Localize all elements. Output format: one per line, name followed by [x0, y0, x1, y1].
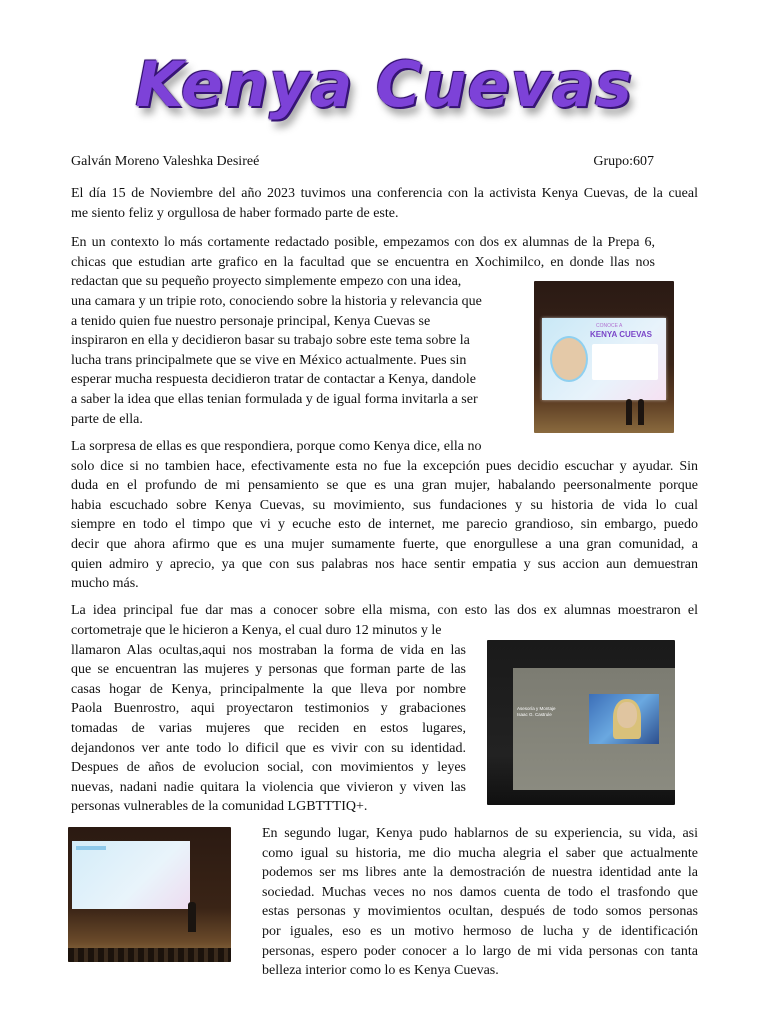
text-line: La idea principal fue dar mas a conocer sobre ella misma, con esto las dos ex alumnas moestraron el: [71, 603, 698, 618]
portrait-icon: [550, 336, 588, 382]
video-frame: [589, 694, 659, 744]
slide-label: CONOCE A: [596, 323, 623, 329]
text-line: mucho más.: [71, 576, 139, 592]
text-line: decir que ahora afirmo que es una mujer sumamente fuerte, que enorgullese a una gran comunidad, a: [71, 536, 698, 552]
text-line: esperar mucha respuesta decidieron tratar de contactar a Kenya, dandole: [71, 372, 477, 388]
text-line: por iguales, eso es un motivo hermoso de lucha y de identificación: [262, 923, 698, 939]
text-line: dejandonos ver ante todo lo dificil que es vivir con su identidad.: [71, 740, 466, 756]
face-shape: [617, 702, 637, 728]
author-name: Galván Moreno Valeshka Desireé: [71, 154, 260, 169]
text-line: Paola Buenrostro, aqui proyectaron testimonios y grabaciones: [71, 701, 466, 717]
text-line: En un contexto lo más cortamente redactado posible, empezamos con dos ex alumnas de la Prepa 6,: [71, 235, 655, 250]
text-line: podemos ser ms libres ante la demostración de nuestra identidad ante la: [262, 865, 698, 881]
text-line: estas personas y movimientos ocultan, después de todo somos personas: [262, 904, 698, 920]
credit-line: Isaac G. Castrule: [517, 712, 552, 717]
speaker-figure: [188, 902, 196, 932]
text-line: casas hogar de Kenya, principalmente la que lleva por nombre: [71, 681, 466, 697]
text-line: habia escuchado sobre Kenya Cuevas, su movimiento, sus fundaciones y su historia de vida lo cual: [71, 497, 698, 513]
paragraph-1: [71, 184, 698, 223]
paragraph-4-wrap: [71, 621, 466, 817]
text-line: quien admiro y aprecio, ya que con sus palabras nos hace sentir empatia y sus accion aun demuestran: [71, 556, 698, 572]
text-line: belleza interior como lo es Kenya Cuevas.: [262, 963, 499, 979]
text-line: redactan que su pequeño proyecto simplemente empezo con una idea,: [71, 274, 462, 290]
text-line: personas vulnerables de la comunidad LGBTTTIQ+.: [71, 799, 368, 815]
film-screening-photo: [487, 640, 675, 805]
auditorium-speaker-photo: [68, 827, 231, 962]
document-title: Kenya Cuevas: [135, 48, 633, 121]
audience-row: [68, 948, 231, 962]
projected-slide: [542, 318, 666, 400]
group-label: Grupo:607: [593, 154, 654, 169]
text-line: siempre en todo el timpo que vi y ecuche esto de internet, me parecio grandioso, sin embargo, puedo: [71, 517, 698, 533]
text-line: Despues de años de evolucion social, con movimientos y leyes: [71, 760, 466, 776]
film-credits: [517, 706, 556, 718]
text-line: parte de ella.: [71, 411, 143, 427]
text-line: una camara y un tripie roto, conociendo sobre la historia y relevancia que: [71, 294, 482, 309]
text-line: sociedad. Muchas veces no nos damos cuenta de todo el trasfondo que: [262, 884, 698, 900]
text-line: La sorpresa de ellas es que respondiera, porque como Kenya dice, ella no: [71, 439, 482, 454]
paragraph-2-wrap: [71, 292, 516, 429]
text-line: cortometraje que le hicieron a Kenya, el cual duro 12 minutos y le: [71, 623, 442, 638]
text-line: chicas que estudian arte grafico en la facultad que se encuentra en Xochimilco, en donde llas nos: [71, 254, 655, 270]
text-line: a tenido quien fue nuestro personaje principal, Kenya Cuevas se: [71, 313, 431, 329]
slide-title: KENYA CUEVAS: [590, 330, 652, 339]
header-row: [71, 154, 654, 170]
text-line: solo dice si no tambien hace, efectivamente esta no fue la excepción pues decidio escuchar y ayudar. Sin: [71, 458, 698, 474]
text-line: duda en el profundo de mi pensamiento se que es una gran mujer, habalando peersonalmente porque: [71, 478, 698, 494]
speaker-figure: [638, 399, 644, 425]
conference-stage-photo: [534, 281, 674, 433]
speaker-figure: [626, 399, 632, 425]
text-line: El día 15 de Noviembre del año 2023 tuvimos una conferencia con la activista Kenya Cuevas, de la cueal: [71, 186, 698, 201]
slide-textbox: [592, 344, 658, 380]
text-line: a saber la idea que ellas tenian formulada y de igual forma invitarla a ser: [71, 391, 478, 407]
text-line: me siento feliz y orgullosa de haber formado parte de este.: [71, 205, 399, 221]
text-line: En segundo lugar, Kenya pudo hablarnos de su experiencia, su vida, asi: [262, 826, 698, 841]
text-line: tomadas de varias mujeres que reciden en estos lugares,: [71, 720, 466, 736]
paragraph-5: [262, 824, 698, 981]
text-line: nuevas, nadani nadie quitara la violencia que vivieron y viven las: [71, 779, 466, 795]
paragraph-3: [71, 437, 698, 594]
paragraph-4-top: [71, 601, 698, 621]
text-line: lucha trans principalmete que se vive en México actualmente. Pues sin: [71, 352, 467, 368]
text-line: como igual su historia, me dio mucha alegria el saber que actualmente: [262, 845, 698, 861]
text-line: inspiraron en ella y decidieron basar su trabajo sobre este tema sobre la: [71, 333, 470, 349]
projected-slide: [72, 841, 190, 909]
credit-line: Asesoría y Montaje: [517, 706, 556, 711]
text-line: llamaron Alas ocultas,aqui nos mostraban la forma de vida en las: [71, 642, 466, 658]
text-line: que se encuentran las mujeres y personas que forman parte de las: [71, 662, 466, 678]
text-line: personas, espero poder conocer a lo largo de mi vida personas con tanta: [262, 943, 698, 959]
slide-header-bar: [76, 846, 106, 850]
